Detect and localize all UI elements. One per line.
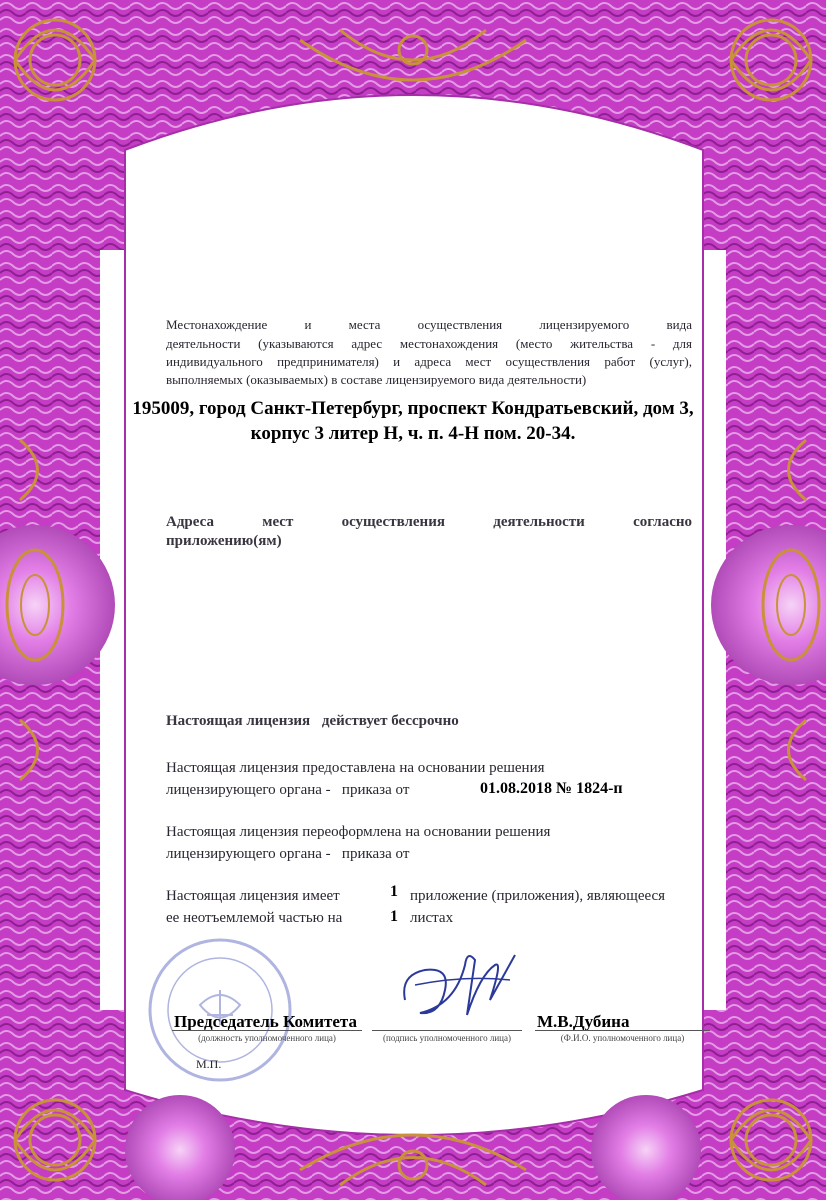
reissued-line-2: лицензирующего органа - приказа от — [166, 846, 410, 862]
granted-line-1: Настоящая лицензия предоставлена на основании решения — [166, 760, 545, 776]
caption-position: (должность уполномоченного лица) — [198, 1033, 336, 1043]
caption-name: (Ф.И.О. уполномоченного лица) — [560, 1033, 685, 1043]
caption-signature: (подпись уполномоченного лица) — [383, 1033, 511, 1043]
location-header-line-1: Местонахождение и места осуществления лицензируемого вида — [166, 317, 692, 332]
reissued-line-1: Настоящая лицензия переоформлена на основании решения — [166, 824, 551, 840]
validity-value: действует бессрочно — [321, 713, 459, 729]
signature-scribble — [395, 945, 535, 1035]
sheet-count: 1 — [390, 908, 398, 925]
location-header-line-3: индивидуального предпринимателя) и адреса мест осуществления работ (услуг), — [166, 354, 692, 369]
address-line-2: корпус 3 литер Н, ч. п. 4-Н пом. 20-34. — [250, 423, 576, 444]
addresses-note-line-1: Адреса мест осуществления деятельности согласно — [166, 514, 692, 530]
signatory-name: М.В.Дубина — [537, 1012, 630, 1031]
location-header-line-2: деятельности (указываются адрес местонахождения (место жительства - для — [166, 336, 692, 351]
appendix-count: 1 — [390, 883, 398, 900]
location-header-line-4: выполняемых (оказываемых) в составе лицензируемого вида деятельности) — [166, 372, 587, 387]
appendix-line-2-suffix: листах — [410, 910, 454, 926]
addresses-note-line-2: приложению(ям) — [166, 533, 282, 549]
appendix-line-1-suffix: приложение (приложения), являющееся — [410, 888, 666, 904]
stamp-mark-label: М.П. — [196, 1057, 222, 1071]
validity-line — [166, 713, 459, 730]
appendix-line-1-prefix: Настоящая лицензия имеет — [166, 888, 340, 904]
position-underline — [172, 1030, 362, 1031]
signatory-position: Председатель Комитета — [174, 1012, 357, 1031]
validity-label: Настоящая лицензия — [166, 713, 311, 729]
address-line-1: 195009, город Санкт-Петербург, проспект Кондратьевский, дом 3, — [132, 398, 694, 419]
granted-order: 01.08.2018 № 1824-п — [480, 780, 623, 797]
granted-line-2: лицензирующего органа - приказа от — [166, 782, 410, 798]
name-underline — [535, 1030, 710, 1031]
signature-underline — [372, 1030, 522, 1031]
appendix-line-2-prefix: ее неотъемлемой частью на — [166, 910, 343, 926]
